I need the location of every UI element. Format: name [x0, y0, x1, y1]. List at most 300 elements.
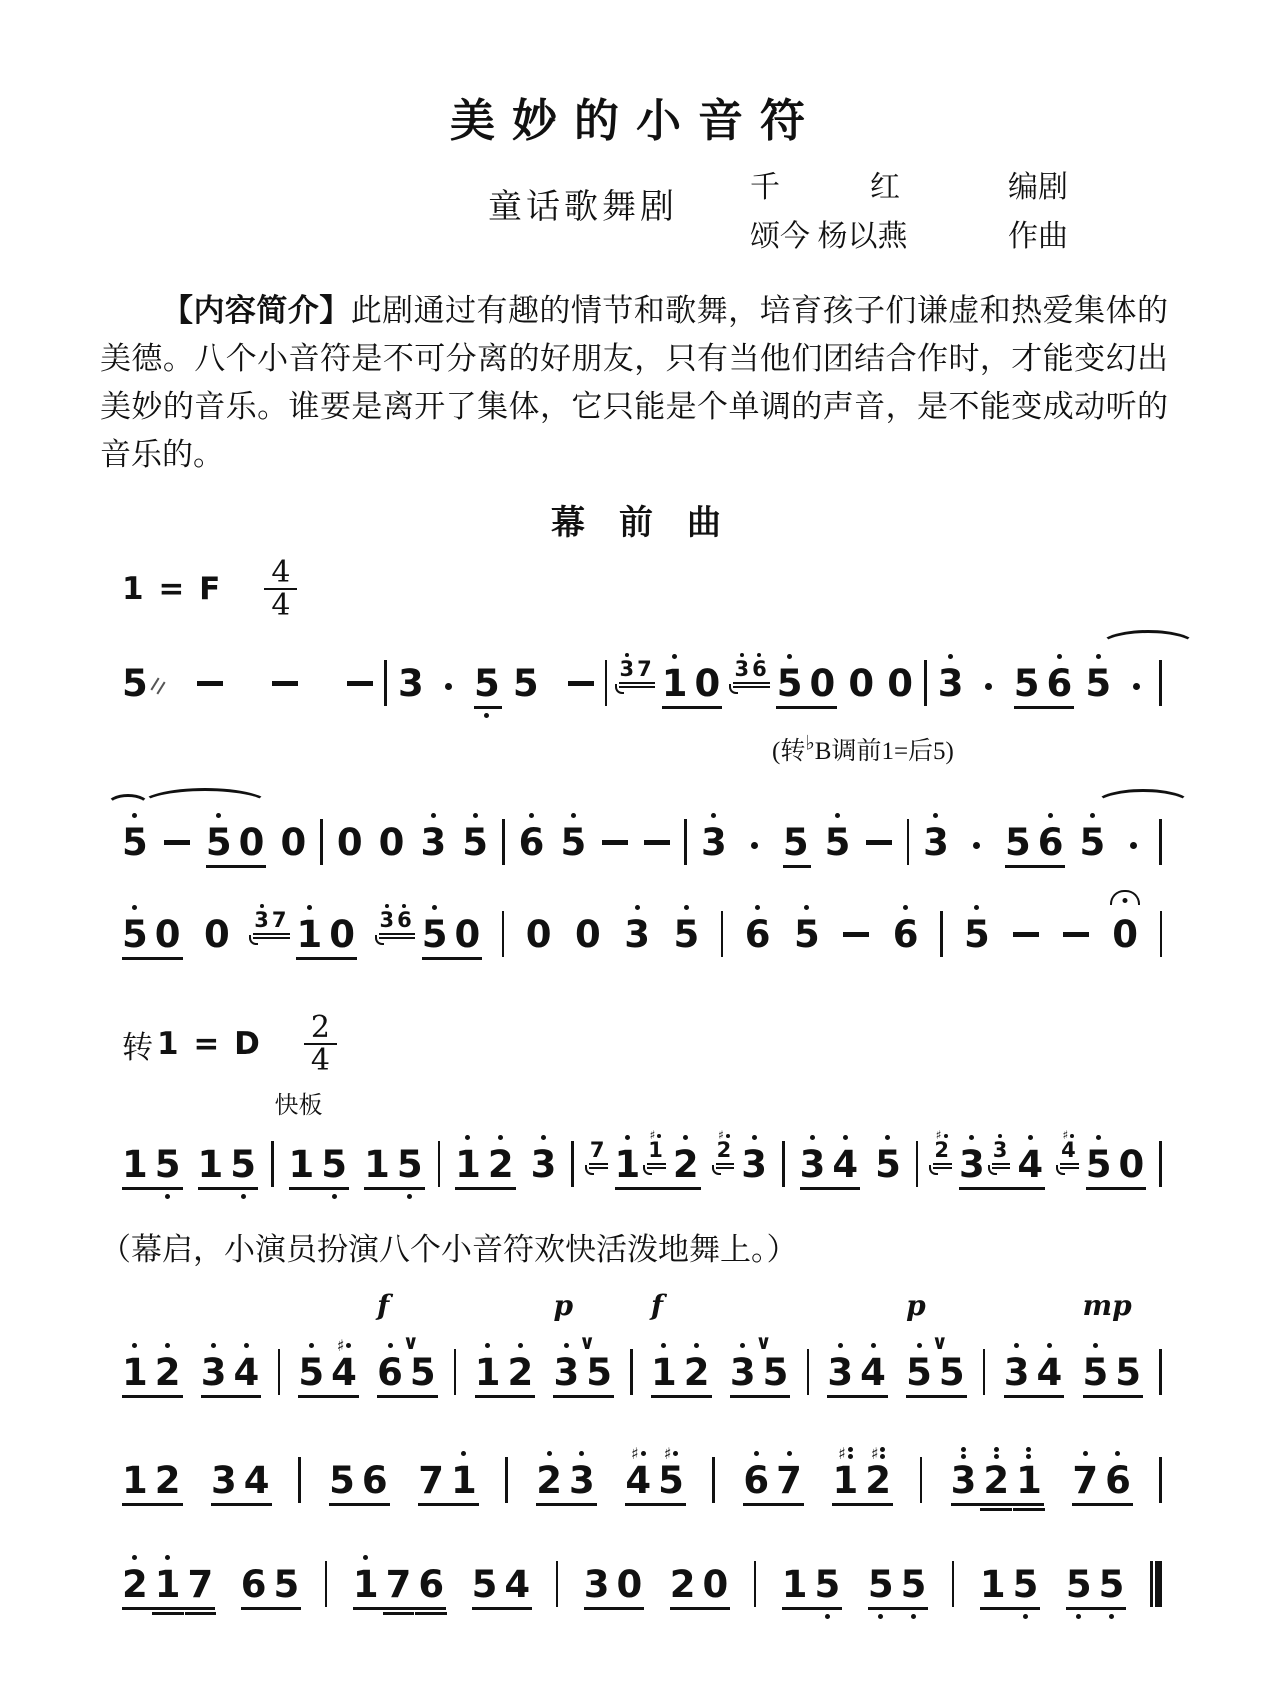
octave-dot: [165, 1555, 170, 1560]
octave-dots: [485, 1343, 490, 1348]
beam-line: [296, 957, 357, 960]
digit-glyph: 2: [983, 1459, 1010, 1502]
grace-note: [752, 650, 767, 680]
beam-group: [936, 648, 966, 704]
digit-glyph: 1: [450, 1459, 477, 1502]
beam-line: [800, 1187, 861, 1190]
beam-line: [201, 1395, 262, 1398]
beam-group: [278, 807, 308, 863]
note-digit: [1013, 1549, 1039, 1630]
digit-glyph: 4: [832, 1143, 859, 1186]
beam-group: [904, 1289, 967, 1394]
dash-glyph: [164, 840, 190, 845]
music-line-7: [120, 1549, 1162, 1630]
music-line-2: [120, 807, 1162, 865]
note-digit: [418, 1549, 444, 1605]
beam-line: [364, 1187, 425, 1190]
digit-glyph: 6: [361, 1459, 388, 1502]
beam-group: [472, 648, 502, 729]
beam-line: [670, 1607, 731, 1610]
digit-glyph: 0: [525, 913, 552, 956]
beam-line: [619, 682, 655, 684]
bar-line: [278, 1349, 281, 1395]
augmentation-dot: [965, 807, 989, 849]
octave-dots: [672, 654, 677, 659]
octave-dots: [541, 1135, 546, 1140]
digit-glyph: 2: [683, 1351, 710, 1394]
note-digit: [662, 648, 688, 704]
note-digit: [155, 1337, 181, 1393]
note-digit: [422, 899, 448, 955]
sharp-accidental: ♯: [663, 1443, 672, 1463]
beam-line: [783, 865, 811, 868]
octave-dots: [625, 1135, 630, 1140]
note-digit: [122, 1337, 148, 1393]
rest-note: [337, 807, 363, 863]
octave-dots: [635, 905, 640, 910]
beam-line: [716, 1163, 735, 1165]
note-digit: [377, 1289, 419, 1394]
digit-glyph: 5: [230, 1143, 257, 1186]
note-digit: [155, 1445, 181, 1501]
octave-dot: [407, 1194, 412, 1199]
dash-note: [347, 648, 373, 686]
final-bar-line: [1150, 1561, 1162, 1607]
digit-glyph: 4: [504, 1563, 531, 1606]
digit-glyph: 2: [154, 1459, 181, 1502]
octave-dots: [216, 813, 221, 818]
beam-line: [776, 706, 837, 709]
digit-glyph: 3: [420, 821, 447, 864]
note-digit: [418, 1445, 444, 1501]
octave-dots: [211, 1343, 216, 1348]
beam-group: [582, 1549, 645, 1605]
digit-glyph: 2: [487, 1143, 514, 1186]
octave-dots: [754, 1451, 759, 1456]
octave-dot: [903, 905, 908, 910]
beam-group: [1012, 648, 1075, 704]
digit-glyph: 7: [1072, 1459, 1099, 1502]
digit-glyph: 6: [1105, 1459, 1131, 1502]
beam-group: [975, 648, 1003, 690]
beam-group: [714, 1129, 769, 1185]
grace-digit: 6: [397, 908, 412, 932]
note-digit: [1047, 648, 1073, 704]
octave-dots: [1057, 654, 1062, 659]
digit-glyph: 1: [288, 1143, 315, 1186]
octave-dots: [547, 1451, 552, 1456]
beam-group: [120, 807, 150, 863]
digit-glyph: 0: [702, 1563, 729, 1606]
beam-line: [1086, 1187, 1146, 1190]
note-digit: [729, 1330, 772, 1394]
note-digit: [519, 807, 545, 863]
octave-dot: [933, 813, 938, 818]
digit-glyph: 4: [233, 1351, 260, 1394]
digit-glyph: 3: [583, 1563, 610, 1606]
dot-glyph: [1130, 842, 1137, 849]
octave-dot: [485, 1343, 490, 1348]
dash-note: [1063, 899, 1089, 937]
octave-dot: [641, 1451, 646, 1456]
octave-dot: [431, 813, 436, 818]
beam-group: [453, 1129, 516, 1185]
beam-group: [120, 1337, 183, 1393]
beam-line: [329, 1503, 390, 1506]
octave-dot: [804, 905, 809, 910]
beam-line: [615, 1187, 701, 1190]
genre-subtitle: 童话歌舞剧: [488, 189, 678, 226]
beam-line: [122, 1395, 183, 1398]
octave-dot: [740, 653, 744, 657]
digit-glyph: 6: [1046, 662, 1073, 705]
grace-note-group: [619, 650, 655, 689]
beam-group: [743, 899, 773, 955]
octave-dot: [473, 813, 478, 818]
bar-line: [920, 1457, 923, 1503]
beam-group: [891, 899, 921, 955]
time-beats-2: 2: [304, 1013, 337, 1045]
digit-glyph: 4: [1017, 1143, 1044, 1186]
beam-group: [204, 807, 267, 863]
digit-glyph: 1: [154, 1563, 181, 1606]
beam-line: [198, 1187, 259, 1190]
digit-glyph: 5: [938, 1351, 965, 1394]
beam-line: [536, 1503, 597, 1506]
note-digit: [1099, 1549, 1125, 1630]
octave-dot: [241, 1194, 246, 1199]
dynamic-p: p: [553, 1289, 574, 1322]
note-digit: [331, 1337, 357, 1393]
digit-glyph: 1: [474, 1351, 501, 1394]
digit-glyph: 3: [569, 1459, 595, 1502]
grace-note: [734, 650, 749, 680]
grace-digit: 1: [648, 1138, 663, 1162]
digit-glyph: 7: [385, 1563, 412, 1606]
beam-group: [949, 1445, 1044, 1501]
beam-line: [733, 682, 769, 684]
note-digit: [776, 1445, 802, 1501]
dash-glyph: [1063, 932, 1089, 937]
digit-glyph: 5: [473, 662, 500, 705]
octave-dot: [309, 1343, 314, 1348]
note-digit: [1072, 1445, 1098, 1501]
octave-dot: [332, 1194, 337, 1199]
digit-glyph: 3: [211, 1459, 237, 1502]
note-digit: [783, 807, 809, 863]
note-digit: [1066, 1549, 1092, 1630]
grace-note: [380, 901, 395, 931]
dash-note: [843, 899, 869, 937]
digit-glyph: 0: [887, 662, 913, 705]
beam-group: [195, 648, 225, 686]
sixteenth-beam-line: [185, 1612, 217, 1615]
note-digit: [584, 1549, 610, 1605]
beam-group: [962, 899, 992, 955]
octave-dot: [969, 1135, 974, 1140]
grace-digit: 7: [637, 657, 652, 681]
bar-line: [605, 660, 608, 706]
page-title: 美妙的小音符: [449, 95, 822, 146]
dot-glyph: [985, 683, 992, 690]
beam-group: [534, 1445, 597, 1501]
bar-line: [712, 1457, 715, 1503]
bar-line: [983, 1349, 986, 1395]
octave-dot: [948, 654, 953, 659]
bar-line: [916, 1141, 919, 1187]
note-digit: [1004, 1337, 1030, 1393]
beam-group: [470, 1549, 533, 1605]
beam-line: [553, 1395, 614, 1398]
digit-glyph: 5: [1065, 1563, 1092, 1606]
beam-group: [120, 648, 150, 704]
note-digit: [868, 1549, 894, 1630]
digit-glyph: 5: [396, 1143, 423, 1186]
beam-group: [672, 899, 702, 955]
grace-note-group: [733, 650, 769, 689]
stage-direction: （幕启，小演员扮演八个小音符欢快活泼地舞上。）: [100, 1232, 798, 1267]
digit-glyph: 1: [122, 1459, 148, 1502]
tempo-mark: 快板: [274, 1093, 323, 1119]
note-digit: [475, 1337, 501, 1393]
digit-glyph: 0: [378, 821, 405, 864]
dash-glyph: [1013, 932, 1039, 937]
note-digit: [586, 1337, 612, 1393]
note-digit: [507, 1337, 533, 1393]
octave-dot: [132, 1555, 137, 1560]
music-line-4: [120, 1093, 1162, 1210]
note-digit: [901, 1549, 927, 1630]
augmentation-dot: [437, 648, 461, 690]
beam-group: [731, 648, 837, 704]
digit-glyph: 5: [329, 1459, 355, 1502]
digit-glyph: 1: [122, 1143, 148, 1186]
digit-glyph: 2: [507, 1351, 534, 1394]
note-digit: [410, 1337, 436, 1393]
octave-dots: [969, 1135, 974, 1140]
octave-dots: [787, 1451, 792, 1456]
digit-glyph: 1: [455, 1143, 481, 1186]
dash-glyph: [843, 932, 869, 937]
beam-group: [551, 1289, 614, 1394]
beam-group: [781, 807, 811, 863]
octave-dot: [974, 905, 979, 910]
note-digit: [743, 1445, 769, 1501]
note-digit: [188, 1549, 214, 1605]
bar-line: [721, 911, 724, 957]
sharp-accidental: ♯: [630, 1443, 639, 1463]
note-digit: [198, 1129, 224, 1210]
beam-group: [375, 1289, 438, 1394]
note-digit: [362, 1445, 388, 1501]
beam-group: [196, 1129, 259, 1210]
note-digit: [651, 1289, 677, 1394]
note-digit: [234, 1337, 260, 1393]
octave-dots: [432, 905, 437, 910]
note-digit: [658, 1445, 684, 1501]
sharp-accidental: ♯: [718, 1128, 724, 1142]
beam-line: [211, 1503, 272, 1506]
bar-line: [630, 1349, 633, 1395]
digit-glyph: 5: [1115, 1351, 1141, 1394]
octave-dot: [388, 1343, 393, 1348]
note-digit: [364, 1129, 390, 1210]
note-digit: [893, 899, 919, 955]
dynamic-mp: mp: [1082, 1289, 1132, 1322]
digit-glyph: 4: [1036, 1351, 1063, 1394]
digit-glyph: 5: [205, 821, 232, 864]
beam-line: [475, 1395, 536, 1398]
digit-glyph: 1: [197, 1143, 224, 1186]
octave-dots: [1093, 1343, 1098, 1348]
note-digit: [122, 1129, 148, 1210]
modulation-post: B调前1=后5): [814, 738, 954, 765]
octave-dot: [1048, 813, 1053, 818]
rest-note: [379, 807, 405, 863]
octave-dot: [726, 1134, 730, 1138]
note-digit: [777, 648, 803, 704]
beam-line: [1014, 706, 1075, 709]
digit-glyph: 2: [865, 1459, 891, 1502]
octave-dots: [810, 1135, 815, 1140]
breath-mark: ∨: [578, 1330, 596, 1354]
beam-group: [823, 807, 853, 863]
octave-dots: [1090, 813, 1095, 818]
digit-glyph: 1: [651, 1351, 677, 1394]
note-digit: [745, 899, 771, 955]
beam-line: [379, 933, 415, 935]
grace-note-group: [589, 1131, 608, 1170]
note-digit: [504, 1549, 530, 1605]
composer-role: 作曲: [1008, 220, 1068, 253]
note-digit: [800, 1129, 826, 1185]
digit-glyph: 5: [824, 821, 851, 864]
grace-note: [1061, 1128, 1076, 1162]
note-digit: [1080, 807, 1106, 863]
note-digit: [122, 648, 148, 704]
dash-note: [602, 807, 628, 845]
octave-dot: [1028, 1135, 1033, 1140]
grace-digit: 6: [752, 657, 767, 681]
beam-group: [1064, 1549, 1127, 1630]
note-digit: [938, 648, 964, 704]
bar-line: [502, 819, 505, 865]
digit-glyph: 5: [1013, 662, 1040, 705]
note-digit: [939, 1337, 965, 1393]
note-digit: [1017, 1129, 1043, 1185]
digit-glyph: 5: [794, 913, 820, 956]
octave-dot: [711, 813, 716, 818]
octave-dot: [211, 1343, 216, 1348]
note-digit: [274, 1093, 323, 1210]
beam-group: [1078, 807, 1108, 863]
beam-group: [435, 648, 463, 690]
digit-glyph: 3: [923, 821, 949, 864]
dot-glyph: [1133, 683, 1140, 690]
rest-note: [887, 648, 913, 704]
tonic-indicator-2: 1 = D: [157, 1026, 262, 1062]
octave-dot: [132, 905, 137, 910]
digit-glyph: 5: [673, 913, 700, 956]
digit-glyph: 0: [329, 913, 355, 956]
note-digit: [472, 1549, 498, 1605]
synopsis-text: 此剧通过有趣的情节和歌舞，培育孩子们谦虚和热爱集体的美德。八个小音符是不可分离的好朋友，只有当他们团结合作时，才能变幻出美妙的音乐。谁要是离开了集体，它只能是个单调的声音，是不能变成动听的音乐的。: [100, 293, 1169, 472]
note-digit: [1005, 807, 1031, 863]
note-digit: [1086, 1129, 1112, 1185]
beam-group: [728, 1330, 791, 1394]
beam-group: [963, 807, 991, 849]
beam-line: [1072, 1503, 1133, 1506]
octave-dot: [683, 1135, 688, 1140]
bar-line: [684, 819, 687, 865]
octave-dots: [1096, 1135, 1101, 1140]
time-signature-2: [304, 1010, 337, 1078]
bar-line: [271, 1141, 274, 1187]
bar-line: [782, 1141, 785, 1187]
beam-group: [587, 1129, 701, 1185]
note-digit: [865, 1445, 891, 1501]
sharp-accidental: ♯: [870, 1443, 879, 1463]
octave-dot: [165, 1194, 170, 1199]
beam-group: [622, 899, 652, 955]
note-digit: [211, 1445, 237, 1501]
time-unit-1: 4: [271, 588, 291, 623]
modulation-pre: (转: [772, 738, 806, 765]
octave-dots: [1026, 1447, 1031, 1459]
playwright-names: 千 红: [750, 171, 900, 204]
note-digit: [906, 1289, 948, 1394]
note-digit: [794, 899, 820, 955]
octave-dots: [787, 654, 792, 659]
note-digit: [488, 1129, 514, 1185]
note-digit: [451, 1445, 477, 1501]
grace-note: [590, 1131, 605, 1161]
beam-group: [1011, 899, 1041, 937]
note-digit: [420, 807, 446, 863]
digit-glyph: 4: [243, 1459, 270, 1502]
octave-dot: [363, 1555, 368, 1560]
octave-dot: [216, 813, 221, 818]
beam-group: [120, 1445, 183, 1501]
octave-dots: [1048, 813, 1053, 818]
octave-dot: [1093, 1343, 1098, 1348]
playwright-role: 编剧: [1008, 171, 1068, 204]
beam-line: [651, 1395, 712, 1398]
bar-line: [907, 819, 910, 865]
grace-digit: 3: [619, 657, 635, 681]
digit-glyph: 3: [799, 1143, 826, 1186]
digit-glyph: 3: [741, 1143, 768, 1186]
bar-line: [1159, 660, 1162, 706]
digit-glyph: 5: [1085, 1143, 1112, 1186]
octave-dot: [1109, 1614, 1114, 1619]
beam-line: [647, 1167, 666, 1169]
credit-row-playwright: [750, 163, 1068, 212]
beam-line: [122, 1503, 183, 1506]
note-digit: [1085, 648, 1111, 704]
beam-group: [866, 1549, 929, 1630]
breath-mark: ∨: [402, 1330, 419, 1354]
note-digit: [923, 807, 949, 863]
augmentation-dot: [743, 807, 767, 849]
octave-dot: [917, 1343, 922, 1348]
octave-dot: [432, 905, 437, 910]
dash-glyph: [347, 681, 373, 686]
bar-line: [320, 819, 323, 865]
octave-dot: [1047, 1343, 1052, 1348]
note-digit: [624, 899, 650, 955]
octave-dot: [757, 653, 761, 657]
